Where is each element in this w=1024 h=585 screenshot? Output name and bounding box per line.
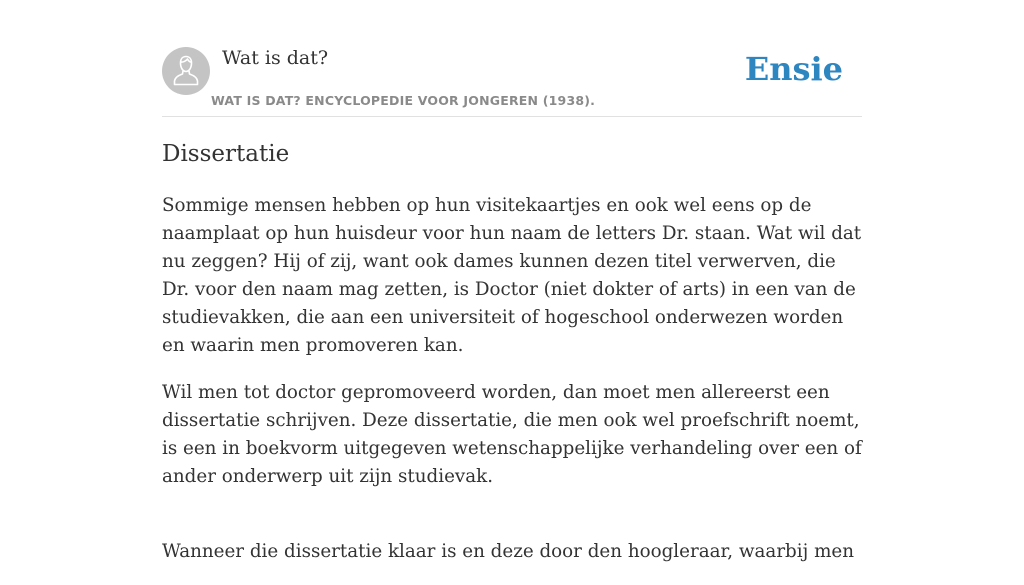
page	[162, 0, 862, 562]
user-silhouette-icon	[162, 47, 210, 95]
author-avatar[interactable]	[162, 47, 210, 95]
ensie-logo[interactable]: Ensie	[744, 50, 843, 88]
source-label[interactable]: WAT IS DAT? ENCYCLOPEDIE VOOR JONGEREN (1938).	[211, 93, 596, 108]
article-title: Dissertatie	[162, 141, 290, 167]
article-header	[162, 46, 862, 117]
author-name[interactable]: Wat is dat?	[222, 47, 329, 69]
article-body	[162, 192, 862, 585]
article-paragraph: Wanneer die dissertatie klaar is en deze door den hoogleraar, waarbij men	[162, 541, 855, 562]
article-paragraph: Sommige mensen hebben op hun visitekaartjes en ook wel eens op de naamplaat op hun huisdeur voor hun naam de letters Dr. staan. Wat wil dat nu zeggen? Hij of zij, want ook dames kunnen dezen titel verwerven, die Dr. voor den naam mag zetten, is Doctor (niet dokter of arts) in een van de studievakken, die aan een universiteit of hogeschool onderwezen worden en waarin men promoveren kan.	[162, 195, 862, 356]
article-paragraph: Wil men tot doctor gepromoveerd worden, dan moet men allereerst een dissertatie schrijven. Deze dissertatie, die men ook wel proefschrift noemt, is een in boekvorm uitgegeven wetenschappelijke verhandeling over een of ander onderwerp uit zijn studievak.	[162, 382, 862, 487]
